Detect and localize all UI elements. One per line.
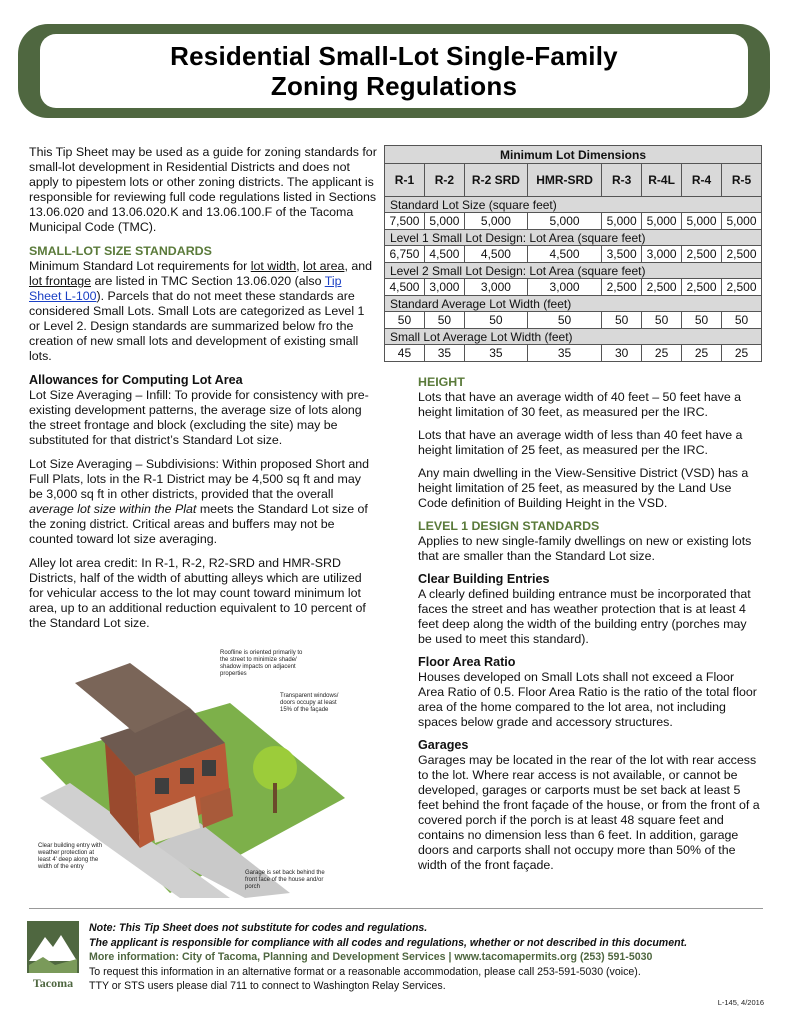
- small-lot-heading: SMALL-LOT SIZE STANDARDS: [29, 244, 212, 258]
- section-label: Level 2 Small Lot Design: Lot Area (square feet): [385, 263, 762, 279]
- table-cell: 50: [424, 312, 464, 329]
- table-caption: Minimum Lot Dimensions: [385, 146, 762, 164]
- table-cell: 45: [385, 345, 425, 362]
- window: [202, 760, 216, 776]
- entries-heading: Clear Building Entries: [418, 572, 550, 586]
- tacoma-logo: [27, 921, 79, 991]
- window: [180, 768, 194, 784]
- section-label: Standard Average Lot Width (feet): [385, 296, 762, 312]
- table-section-row: [385, 329, 762, 345]
- table-cell: 35: [527, 345, 601, 362]
- garages-heading: Garages: [418, 738, 469, 752]
- table-cell: 25: [682, 345, 722, 362]
- garages-paragraph: Garages may be located in the rear of the lot with rear access to the lot. Where rear access is not available, or cannot be developed, garages or carports must be set back at least 5 feet behind the front façade of the house, or from the front of a covered porch if the porch is at least 48 square feet and contains no dimension less than 6 feet. In addition, garage doors and carports shall not occupy more than 50% of the width of the front façade.: [418, 753, 760, 872]
- small-lot-text-4: ). Parcels that do not meet these standards are considered Small Lots. Small Lots are categorized as Level 1 or Level 2. Design standards are summarized below fro the creation of new small lots and development of existing small lots.: [29, 289, 365, 363]
- small-lot-paragraph: [29, 259, 377, 364]
- table-section-row: [385, 263, 762, 279]
- tip-sheet-link[interactable]: Tip Sheet L-100: [29, 274, 342, 303]
- entries-paragraph: A clearly defined building entrance must be incorporated that faces the street and has weather protection that is at least 4 feet deep along the width of the building entry (porches may be used to meet this standard).: [418, 587, 751, 646]
- table-cell: 4,500: [424, 246, 464, 263]
- table-row: [385, 345, 762, 362]
- column-header: R-4: [682, 164, 722, 197]
- table-section-row: [385, 296, 762, 312]
- table-cell: 50: [385, 312, 425, 329]
- table-cell: 2,500: [602, 279, 642, 296]
- table-row: [385, 312, 762, 329]
- allowances-alley: Alley lot area credit: In R-1, R-2, R2-SRD and HMR-SRD Districts, half of the width of abutting alleys which are utilized for vehicular access to the lot may count toward minimum lot area, up to an additional reduction equivalent to 10 percent of the Standard Lot size.: [29, 556, 366, 630]
- table-header-row: [385, 164, 762, 197]
- section-label: Level 1 Small Lot Design: Lot Area (square feet): [385, 230, 762, 246]
- right-column: [418, 375, 763, 881]
- intro-paragraph: This Tip Sheet may be used as a guide for zoning standards for small-lot development in Residential Districts and does not apply to pipestem lots or other zoning districts. The applicant is responsible for reviewing full code regulations listed in Sections 13.06.020 and 13.06.020.K and 13.06.100.F of the Tacoma Municipal Code (TMC).: [29, 145, 377, 234]
- small-lot-text-2: , and: [344, 259, 373, 273]
- column-header: R-3: [602, 164, 642, 197]
- left-column: [29, 145, 377, 640]
- table-cell: 4,500: [527, 246, 601, 263]
- table-cell: 2,500: [682, 246, 722, 263]
- table-cell: 5,000: [527, 213, 601, 230]
- table-cell: 4,500: [385, 279, 425, 296]
- table-cell: 25: [721, 345, 761, 362]
- table-cell: 2,500: [642, 279, 682, 296]
- table-cell: 35: [464, 345, 527, 362]
- footer-more-info[interactable]: More information: City of Tacoma, Planning and Development Services | www.tacomapermits.org (253) 591-5030: [89, 951, 653, 963]
- subdivisions-italic: average lot size within the Plat: [29, 502, 197, 516]
- column-header: R-2 SRD: [464, 164, 527, 197]
- lot-width-term: lot width: [250, 259, 297, 273]
- garage-callout: Garage is set back behind the front face of the house and/or porch: [245, 870, 325, 890]
- allowances-heading: Allowances for Computing Lot Area: [29, 373, 243, 387]
- table-cell: 50: [464, 312, 527, 329]
- logo-text: Tacoma: [32, 976, 74, 990]
- window: [155, 778, 169, 794]
- table-cell: 3,000: [642, 246, 682, 263]
- table-cell: 5,000: [464, 213, 527, 230]
- tacoma-logo-icon: [27, 921, 79, 991]
- subdivisions-text-1: Lot Size Averaging – Subdivisions: Within proposed Short and Full Plats, lots in the R-1 District may be 4,500 sq ft and may be 3,000 sq ft in other districts, provided that the overall: [29, 457, 370, 501]
- document-code: L-145, 4/2016: [717, 998, 764, 1007]
- height-p1: Lots that have an average width of 40 feet – 50 feet have a height limitation of 30 feet, as measured per the IRC.: [418, 390, 742, 419]
- height-p2: Lots that have an average width of less than 40 feet have a height limitation of 25 feet, as measured per the IRC.: [418, 428, 743, 457]
- footer: [89, 921, 769, 994]
- min-lot-dimensions-table: [384, 145, 762, 362]
- table-cell: 5,000: [682, 213, 722, 230]
- subdivisions-text-2: meets the Standard Lot size of the zoning district. Critical areas and buffers may not be counted toward lot size averaging.: [29, 502, 368, 546]
- column-header: R-2: [424, 164, 464, 197]
- title-banner: [18, 24, 770, 118]
- table-cell: 5,000: [721, 213, 761, 230]
- entry-callout: Clear building entry with weather protection at least 4' deep along the width of the entry: [38, 843, 103, 870]
- table-cell: 5,000: [602, 213, 642, 230]
- table-section-row: [385, 230, 762, 246]
- footer-tty: TTY or STS users please dial 711 to connect to Washington Relay Services.: [89, 980, 446, 992]
- table-cell: 5,000: [642, 213, 682, 230]
- column-header: R-4L: [642, 164, 682, 197]
- table-cell: 7,500: [385, 213, 425, 230]
- table-cell: 2,500: [721, 279, 761, 296]
- windows-callout: Transparent windows/ doors occupy at least 15% of the façade: [280, 693, 339, 713]
- far-heading: Floor Area Ratio: [418, 655, 516, 669]
- column-header: R-1: [385, 164, 425, 197]
- table-cell: 30: [602, 345, 642, 362]
- footer-request: To request this information in an alternative format or a reasonable accommodation, please call 253-591-5030 (voice).: [89, 965, 641, 978]
- house-illustration: [30, 648, 350, 898]
- lot-frontage-term: lot frontage: [29, 274, 91, 288]
- level1-intro: Applies to new single-family dwellings on new or existing lots that are smaller than the Standard Lot size.: [418, 534, 752, 563]
- table-row: [385, 279, 762, 296]
- table-row: [385, 246, 762, 263]
- tree-trunk: [273, 783, 277, 813]
- far-paragraph: Houses developed on Small Lots shall not exceed a Floor Area Ratio of 0.5. Floor Area Ratio is the ratio of the total floor area of the home compared to the lot area, not including spaces below grade and accessory structures.: [418, 670, 757, 729]
- height-heading: HEIGHT: [418, 375, 465, 389]
- small-lot-comma: ,: [296, 259, 304, 273]
- table-cell: 50: [682, 312, 722, 329]
- table-cell: 25: [642, 345, 682, 362]
- table-cell: 6,750: [385, 246, 425, 263]
- lot-area-term: lot area: [303, 259, 345, 273]
- small-lot-text-1: Minimum Standard Lot requirements for: [29, 259, 251, 273]
- table-cell: 50: [721, 312, 761, 329]
- small-lot-text-3: are listed in TMC Section 13.06.020 (also: [91, 274, 325, 288]
- section-label: Small Lot Average Lot Width (feet): [385, 329, 762, 345]
- table-cell: 5,000: [424, 213, 464, 230]
- table-cell: 3,000: [527, 279, 601, 296]
- table-cell: 50: [527, 312, 601, 329]
- column-header: R-5: [721, 164, 761, 197]
- table-cell: 2,500: [682, 279, 722, 296]
- allowances-infill: Lot Size Averaging – Infill: To provide for consistency with pre-existing development patterns, the average size of lots along the street frontage and block (excluding the site) may be substituted for that district’s Standard Lot size.: [29, 388, 369, 447]
- page-title-line2: Zoning Regulations: [270, 71, 518, 101]
- footer-note-2: The applicant is responsible for compliance with all codes and regulations, whether or not described in this document.: [89, 936, 688, 949]
- level1-heading: LEVEL 1 DESIGN STANDARDS: [418, 519, 600, 533]
- table-cell: 3,000: [424, 279, 464, 296]
- allowances-subdivisions: [29, 457, 377, 547]
- table-cell: 3,500: [602, 246, 642, 263]
- table-cell: 50: [602, 312, 642, 329]
- section-label: Standard Lot Size (square feet): [385, 197, 762, 213]
- page-title-line1: Residential Small-Lot Single-Family: [170, 41, 618, 71]
- table-row: [385, 213, 762, 230]
- table-cell: 50: [642, 312, 682, 329]
- height-p3: Any main dwelling in the View-Sensitive District (VSD) has a height limitation of 25 feet, as measured by the Land Use Code definition of Building Height in the VSD.: [418, 466, 749, 510]
- table-cell: 2,500: [721, 246, 761, 263]
- table-cell: 3,000: [464, 279, 527, 296]
- table-section-row: [385, 197, 762, 213]
- column-header: HMR-SRD: [527, 164, 601, 197]
- roofline-callout: Roofline is oriented primarily to the street to minimize shade/ shadow impacts on adjacent properties: [220, 650, 303, 677]
- footer-note-1: Note: This Tip Sheet does not substitute for codes and regulations.: [89, 922, 428, 934]
- footer-divider: [29, 908, 763, 909]
- table-cell: 4,500: [464, 246, 527, 263]
- table-cell: 35: [424, 345, 464, 362]
- title-box: [40, 34, 748, 108]
